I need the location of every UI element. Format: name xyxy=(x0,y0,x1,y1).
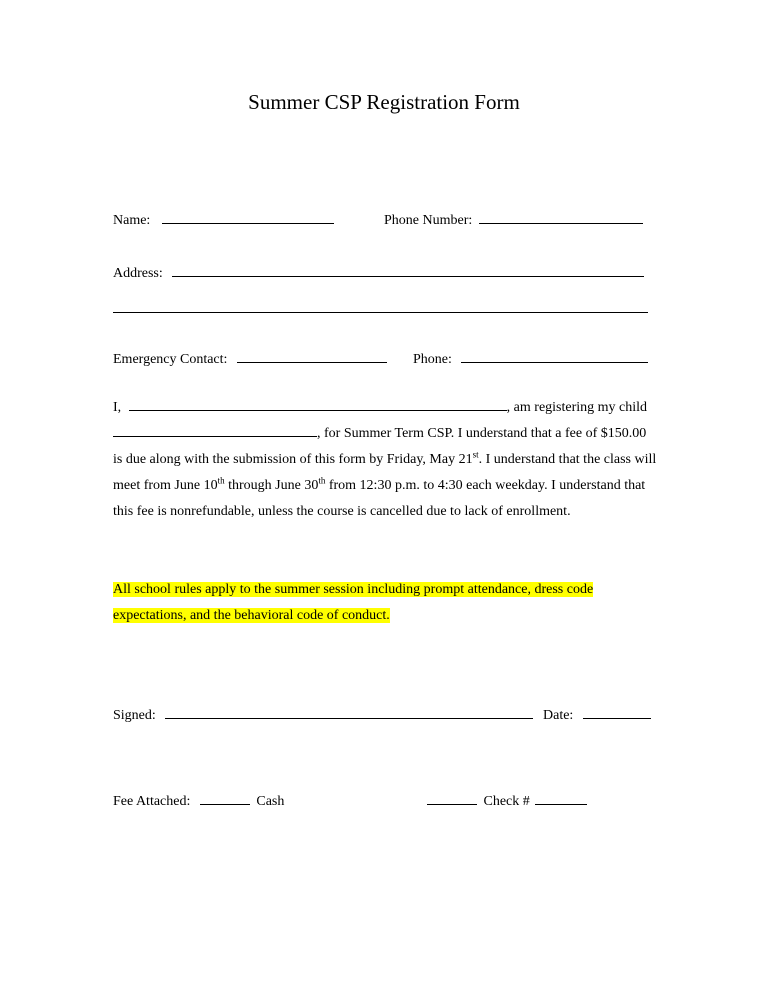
address-row-2 xyxy=(113,298,651,318)
emergency-contact-label: Emergency Contact: xyxy=(113,352,228,367)
signed-label: Signed: xyxy=(113,708,156,723)
emergency-contact-field[interactable] xyxy=(237,348,387,363)
address-field-line-1[interactable] xyxy=(172,262,644,277)
check-label: Check # xyxy=(483,794,530,809)
signed-row xyxy=(113,704,536,724)
phone-field[interactable] xyxy=(461,348,648,363)
check-field[interactable] xyxy=(427,790,477,805)
address-row xyxy=(113,262,647,282)
agreement-class-schedule: . I understand that the class will meet from June 10 xyxy=(113,452,657,493)
date-label: Date: xyxy=(543,708,574,723)
name-row xyxy=(113,209,337,229)
cash-label: Cash xyxy=(256,794,285,809)
address-label: Address: xyxy=(113,266,163,281)
name-label: Name: xyxy=(113,213,151,228)
check-row xyxy=(427,790,590,810)
phone-row xyxy=(413,348,651,368)
signature-field[interactable] xyxy=(165,704,533,719)
phone-label: Phone: xyxy=(413,352,452,367)
superscript-st: st xyxy=(472,449,479,460)
name-field[interactable] xyxy=(162,209,334,224)
child-name-field[interactable] xyxy=(113,422,317,437)
address-field-line-2[interactable] xyxy=(113,298,648,313)
superscript-th-1: th xyxy=(217,475,225,486)
date-field[interactable] xyxy=(583,704,651,719)
parent-name-field[interactable] xyxy=(129,396,507,411)
rules-notice: All school rules apply to the summer session including prompt attendance, dress code expectations, and the behavioral code of conduct. xyxy=(113,582,594,623)
emergency-contact-row xyxy=(113,348,390,368)
phone-number-label: Phone Number: xyxy=(384,213,473,228)
date-row xyxy=(543,704,654,724)
form-title: Summer CSP Registration Form xyxy=(248,90,520,114)
rules-notice-paragraph xyxy=(113,577,658,629)
agreement-registering: , am registering my child xyxy=(506,400,648,415)
agreement-intro: I, xyxy=(113,400,122,415)
cash-field[interactable] xyxy=(200,790,250,805)
fee-attached-row xyxy=(113,790,284,810)
check-number-field[interactable] xyxy=(535,790,587,805)
phone-number-field[interactable] xyxy=(479,209,643,224)
superscript-th-2: th xyxy=(318,475,326,486)
fee-attached-label: Fee Attached: xyxy=(113,794,191,809)
agreement-for-term: , for Summer Term CSP. I understand that a fee of $150.00 is due along with the submission of this form by Friday, May 21 xyxy=(113,426,647,467)
phone-number-row xyxy=(384,209,646,229)
agreement-paragraph xyxy=(113,395,658,525)
agreement-through: through June 30 xyxy=(224,478,319,493)
agreement-rest: from 12:30 p.m. to 4:30 each weekday. I understand that this fee is nonrefundable, unless the course is cancelled due to lack of enrollment. xyxy=(113,478,646,519)
